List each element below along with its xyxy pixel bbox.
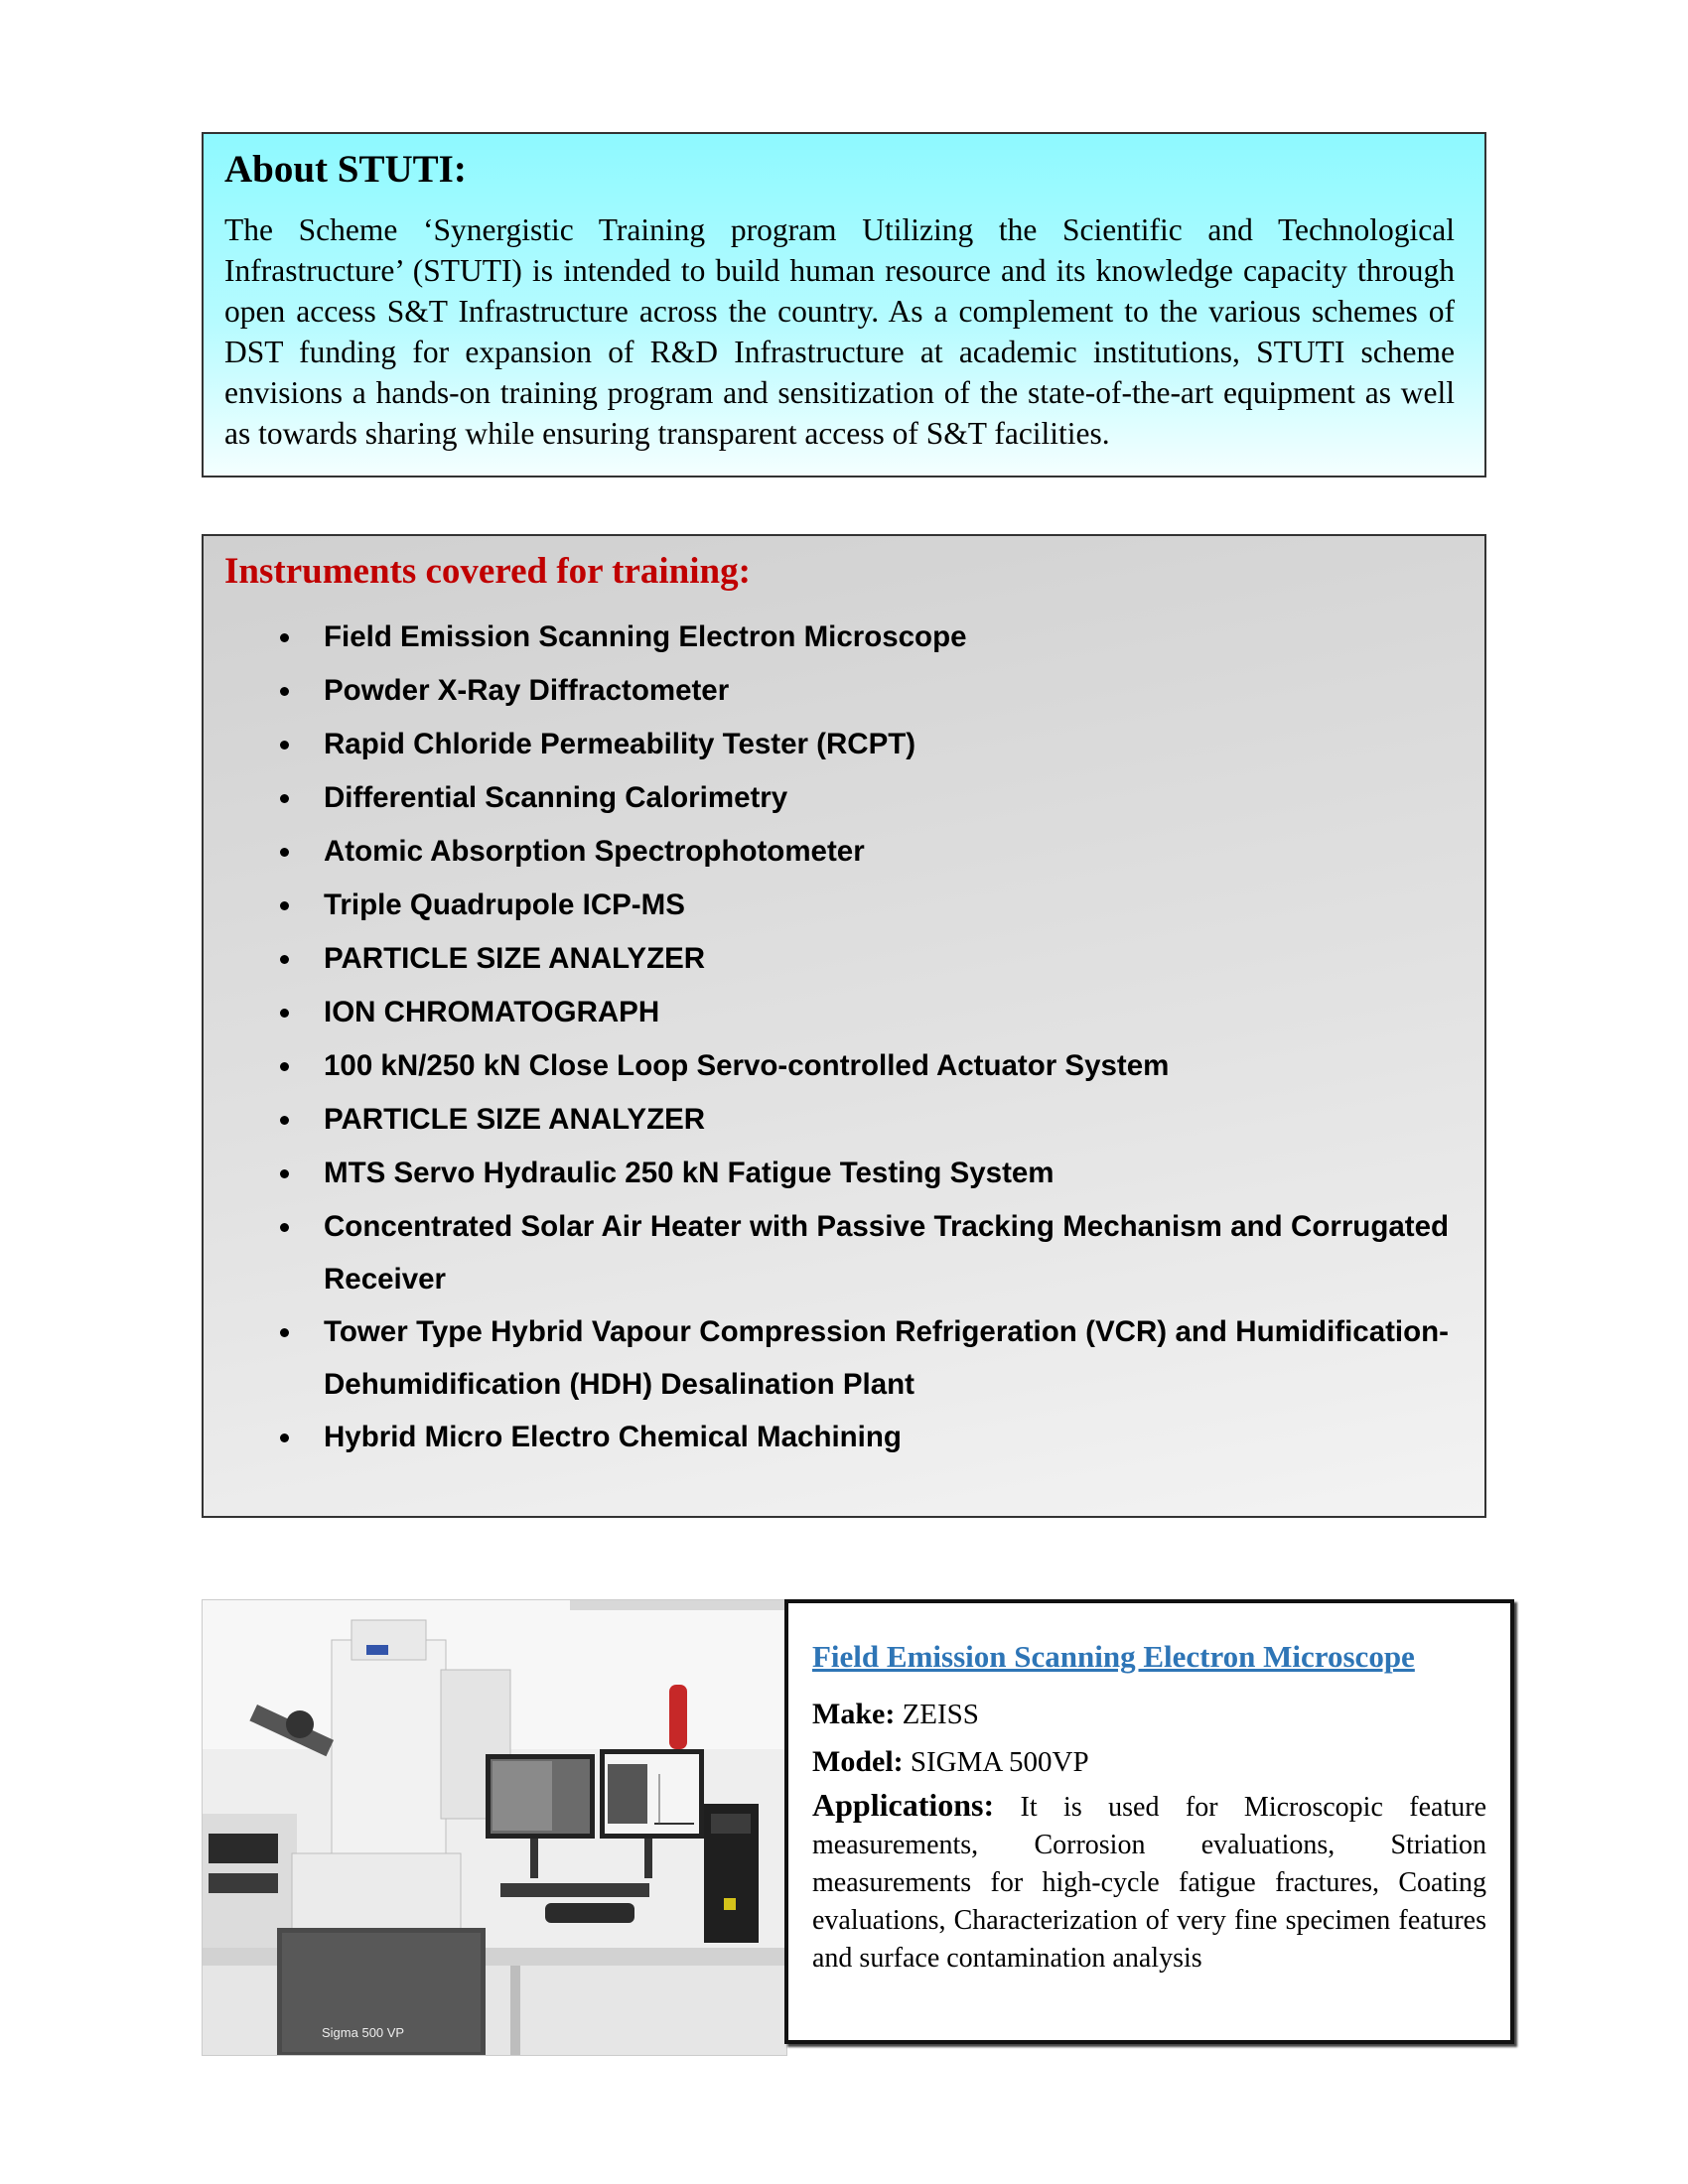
list-item: Atomic Absorption Spectrophotometer	[324, 825, 1449, 879]
about-stuti-box	[202, 132, 1486, 478]
fesem-title: Field Emission Scanning Electron Microscope	[812, 1639, 1415, 1674]
applications-label: Applications:	[812, 1787, 995, 1823]
applications-value: It is used for Microscopic feature measurements, Corrosion evaluations, Striation measurements for high-cycle fatigue fractures, Coating evaluations, Characterization of very fine specimen features and surface contamination analysis	[812, 1792, 1486, 1974]
list-item: Hybrid Micro Electro Chemical Machining	[324, 1411, 1449, 1464]
list-item: Field Emission Scanning Electron Microscope	[324, 611, 1449, 664]
model-label: Model:	[812, 1745, 904, 1778]
model-value: SIGMA 500VP	[910, 1746, 1089, 1778]
make-value: ZEISS	[902, 1699, 979, 1730]
instrument-list	[224, 611, 1449, 1464]
photo-label: Sigma 500 VP	[322, 2025, 405, 2040]
list-item: PARTICLE SIZE ANALYZER	[324, 932, 1449, 986]
list-item: Powder X-Ray Diffractometer	[324, 664, 1449, 718]
applications-row	[812, 1786, 1486, 1978]
fesem-photo	[202, 1599, 787, 2056]
list-item: Triple Quadrupole ICP-MS	[324, 879, 1449, 932]
fesem-card	[784, 1599, 1514, 2044]
list-item: 100 kN/250 kN Close Loop Servo-controlled Actuator System	[324, 1039, 1449, 1093]
list-item: Rapid Chloride Permeability Tester (RCPT)	[324, 718, 1449, 771]
about-body: The Scheme ‘Synergistic Training program Utilizing the Scientific and Technological Infrastructure’ (STUTI) is intended to build human resource and its knowledge capacity through open access S&T Infrastructure across the country. As a complement to the various schemes of DST funding for expansion of R&D Infrastructure at academic institutions, STUTI scheme envisions a hands-on training program and sensitization of the state-of-the-art equipment as well as towards sharing while ensuring transparent access of S&T facilities.	[224, 212, 1455, 451]
list-item: ION CHROMATOGRAPH	[324, 986, 1449, 1039]
list-item: Tower Type Hybrid Vapour Compression Refrigeration (VCR) and Humidification-Dehumidification (HDH) Desalination Plant	[324, 1305, 1449, 1411]
list-item: Concentrated Solar Air Heater with Passive Tracking Mechanism and Corrugated Receiver	[324, 1200, 1449, 1305]
list-item: Differential Scanning Calorimetry	[324, 771, 1449, 825]
make-label: Make:	[812, 1698, 896, 1730]
list-item: PARTICLE SIZE ANALYZER	[324, 1093, 1449, 1147]
list-item: MTS Servo Hydraulic 250 kN Fatigue Testing System	[324, 1147, 1449, 1200]
instruments-heading: Instruments covered for training:	[224, 551, 751, 592]
instruments-box	[202, 534, 1486, 1518]
model-row	[812, 1738, 1486, 1786]
about-heading: About STUTI:	[224, 148, 467, 191]
make-row	[812, 1691, 1486, 1738]
